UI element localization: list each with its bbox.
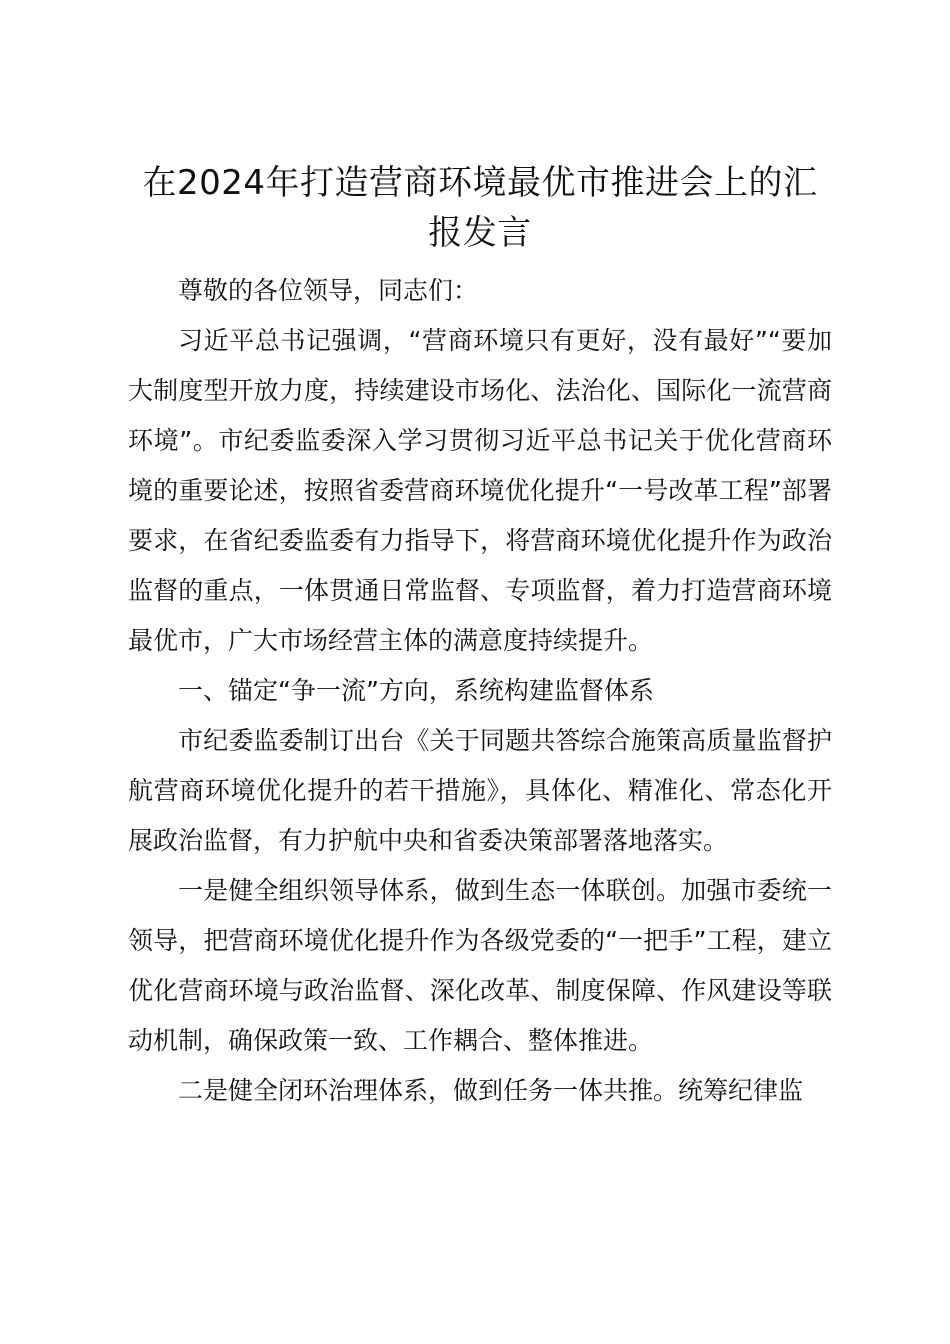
body-paragraph: 市纪委监委制订出台《关于同题共答综合施策高质量监督护航营商环境优化提升的若干措施》，具体化、精准化、常态化开展政治监督，有力护航中央和省委决策部署落地落实。 <box>128 726 832 855</box>
intro-paragraph: 习近平总书记强调，“营商环境只有更好，没有最好”“要加大制度型开放力度，持续建设市场化、法治化、国际化一流营商环境”。市纪委监委深入学习贯彻习近平总书记关于优化营商环境的重要论述，按照省委营商环境优化提升“一号改革工程”部署要求，在省纪委监委有力指导下，将营商环境优化提升作为政治监督的重点，一体贯通日常监督、专项监督，着力打造营商环境最优市，广大市场经营主体的满意度持续提升。 <box>128 326 832 655</box>
document-title: 在2024年打造营商环境最优市推进会上的汇报发言 <box>142 163 818 253</box>
salutation-paragraph: 尊敬的各位领导，同志们： <box>178 276 479 305</box>
document-body <box>128 266 832 1116</box>
section-heading: 一、锚定“争一流”方向，系统构建监督体系 <box>178 676 654 705</box>
body-paragraph: 一是健全组织领导体系，做到生态一体联创。加强市委统一领导，把营商环境优化提升作为各级党委的“一把手”工程，建立优化营商环境与政治监督、深化改革、制度保障、作风建设等联动机制，确保政策一致、工作耦合、整体推进。 <box>128 876 832 1055</box>
body-paragraph: 二是健全闭环治理体系，做到任务一体共推。统筹纪律监 <box>178 1076 804 1105</box>
